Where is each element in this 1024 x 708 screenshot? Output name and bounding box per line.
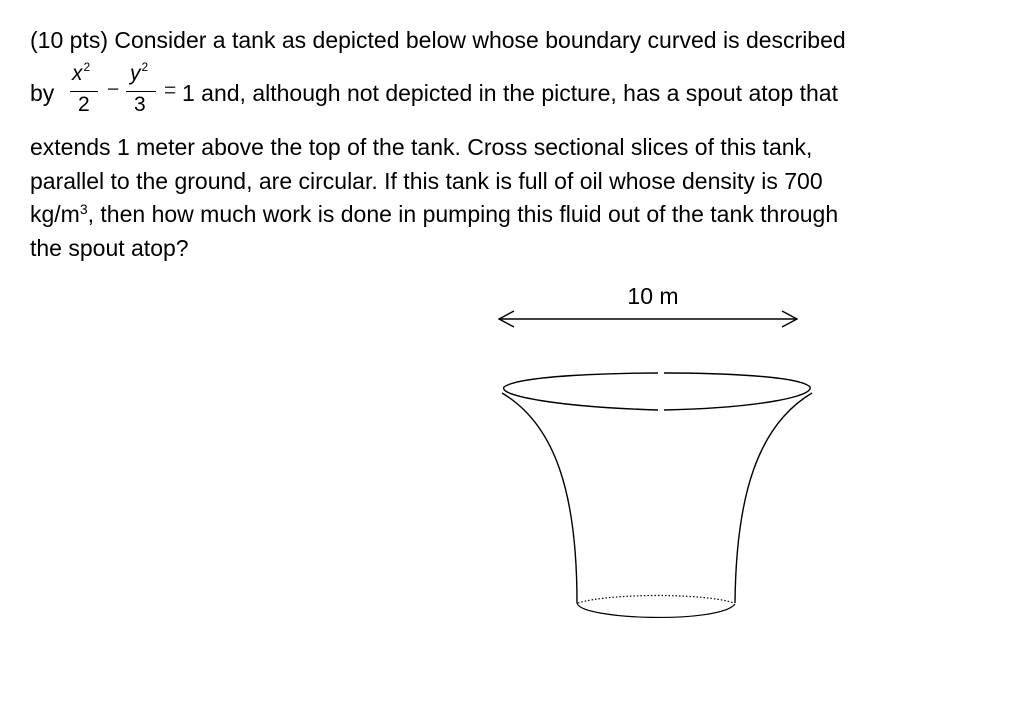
fraction-1-denominator: 2 bbox=[78, 93, 90, 116]
problem-line-6: the spout atop? bbox=[30, 235, 189, 261]
tank-sides bbox=[502, 393, 812, 603]
width-arrow bbox=[499, 311, 797, 327]
equals-sign: = bbox=[164, 79, 177, 102]
problem-line-5: $kg/m^3$, then how much work is done in pumping this fluid out of the tank through bbox=[30, 201, 839, 227]
line-2-text: 1 and, although not depicted in the picture, has a spout atop that bbox=[182, 80, 838, 106]
problem-line-3: extends 1 meter above the top of the tank. Cross sectional slices of this tank, bbox=[30, 134, 813, 160]
fraction-2-denominator: 3 bbox=[134, 93, 146, 116]
tank-diagram bbox=[480, 270, 840, 640]
fraction-1-bar bbox=[70, 91, 98, 92]
minus-sign: − bbox=[107, 78, 120, 101]
tank-top-ellipse bbox=[504, 373, 811, 410]
problem-line-4: parallel to the ground, are circular. If this tank is full of oil whose density is 700 bbox=[30, 168, 823, 194]
problem-line-1: (10 pts) Consider a tank as depicted below whose boundary curved is described bbox=[30, 27, 846, 53]
by-word: by bbox=[30, 80, 55, 106]
tank-bottom-ellipse bbox=[577, 596, 735, 618]
fraction-2-numerator: $y^2$ bbox=[130, 60, 149, 85]
fraction-1-numerator: $x^2$ bbox=[72, 60, 91, 85]
fraction-2-bar bbox=[126, 91, 156, 92]
width-label: 10 m bbox=[627, 283, 679, 309]
